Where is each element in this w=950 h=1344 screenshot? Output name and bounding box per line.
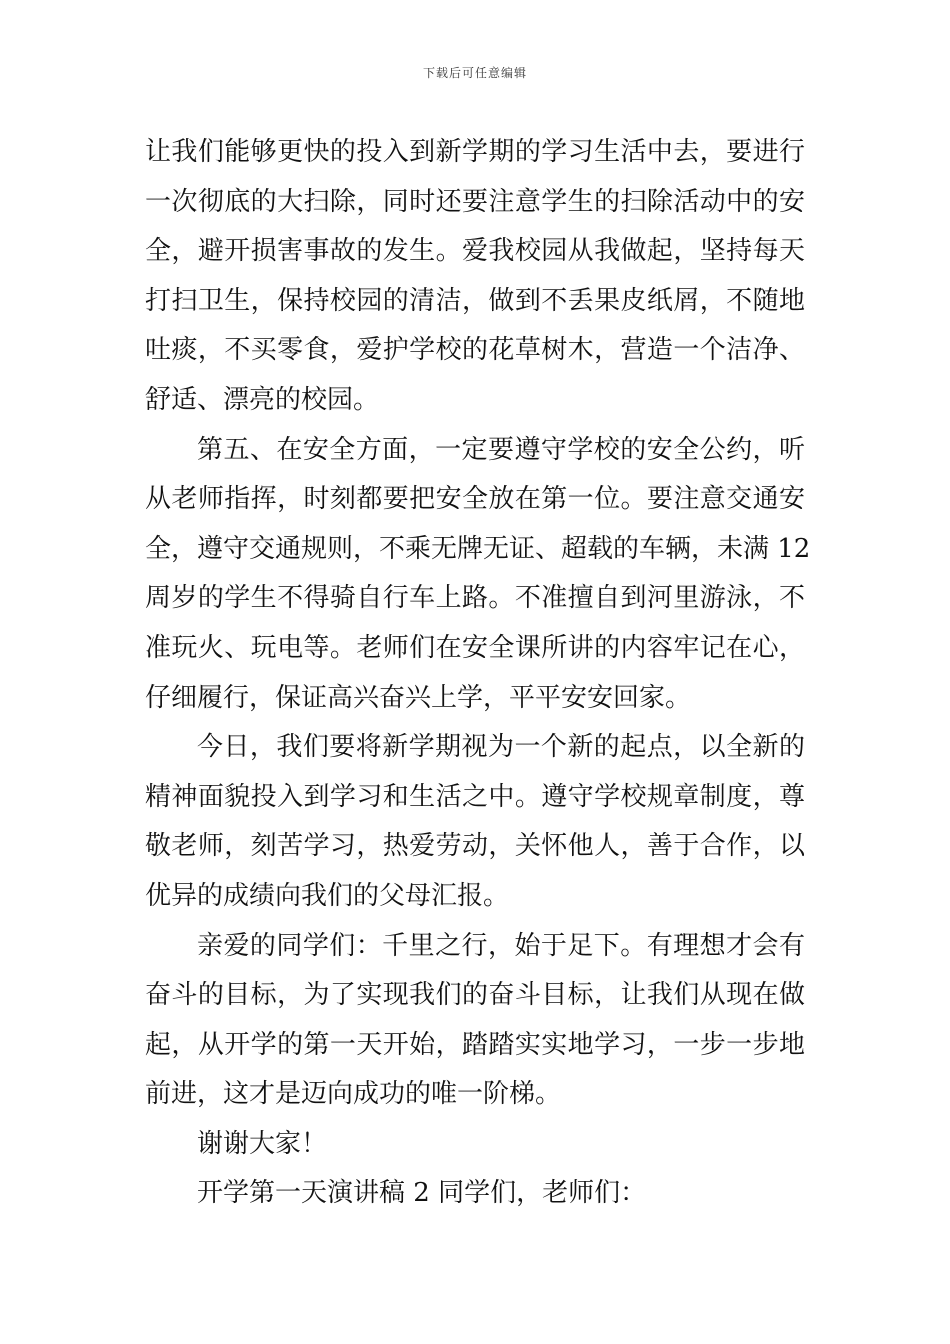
text-line: 吐痰，不买零食，爱护学校的花草树木，营造一个洁净、 <box>145 335 805 366</box>
text-line: 精神面貌投入到学习和生活之中。遵守学校规章制度，尊 <box>145 781 805 812</box>
text-line: 周岁的学生不得骑自行车上路。不准擅自到河里游泳，不 <box>145 583 805 614</box>
text-line: 今日，我们要将新学期视为一个新的起点，以全新的 <box>197 732 805 763</box>
text-line: 敬老师，刻苦学习，热爱劳动，关怀他人，善于合作，以 <box>145 831 805 862</box>
text-line: 全，避开损害事故的发生。爱我校园从我做起，坚持每天 <box>145 236 805 267</box>
text-line: 奋斗的目标，为了实现我们的奋斗目标，让我们从现在做 <box>145 980 805 1011</box>
text-line: 第五、在安全方面，一定要遵守学校的安全公约，听 <box>197 434 805 465</box>
text-line: 起，从开学的第一天开始，踏踏实实地学习，一步一步地 <box>145 1029 805 1060</box>
text-line: 开学第一天演讲稿 2 同学们，老师们： <box>197 1178 647 1209</box>
text-line: 前进，这才是迈向成功的唯一阶梯。 <box>145 1079 562 1110</box>
page-header: 下载后可任意编辑 <box>422 66 527 80</box>
text-line: 亲爱的同学们：千里之行，始于足下。有理想才会有 <box>197 930 805 961</box>
text-line: 从老师指挥，时刻都要把安全放在第一位。要注意交通安 <box>145 484 805 515</box>
text-line: 让我们能够更快的投入到新学期的学习生活中去，要进行 <box>145 137 805 167</box>
text-line: 舒适、漂亮的校园。 <box>145 384 380 415</box>
text-line: 一次彻底的大扫除，同时还要注意学生的扫除活动中的安 <box>145 186 805 217</box>
text-line: 准玩火、玩电等。老师们在安全课所讲的内容牢记在心， <box>145 632 805 663</box>
text-line: 谢谢大家！ <box>197 1128 328 1159</box>
text-line: 优异的成绩向我们的父母汇报。 <box>145 880 510 911</box>
text-line: 打扫卫生，保持校园的清洁，做到不丢果皮纸屑，不随地 <box>145 285 805 316</box>
document-body <box>145 128 811 1219</box>
text-line: 仔细履行，保证高兴奋兴上学，平平安安回家。 <box>145 682 692 713</box>
text-line: 全，遵守交通规则，不乘无牌无证、超载的车辆，未满 12 <box>145 533 811 564</box>
